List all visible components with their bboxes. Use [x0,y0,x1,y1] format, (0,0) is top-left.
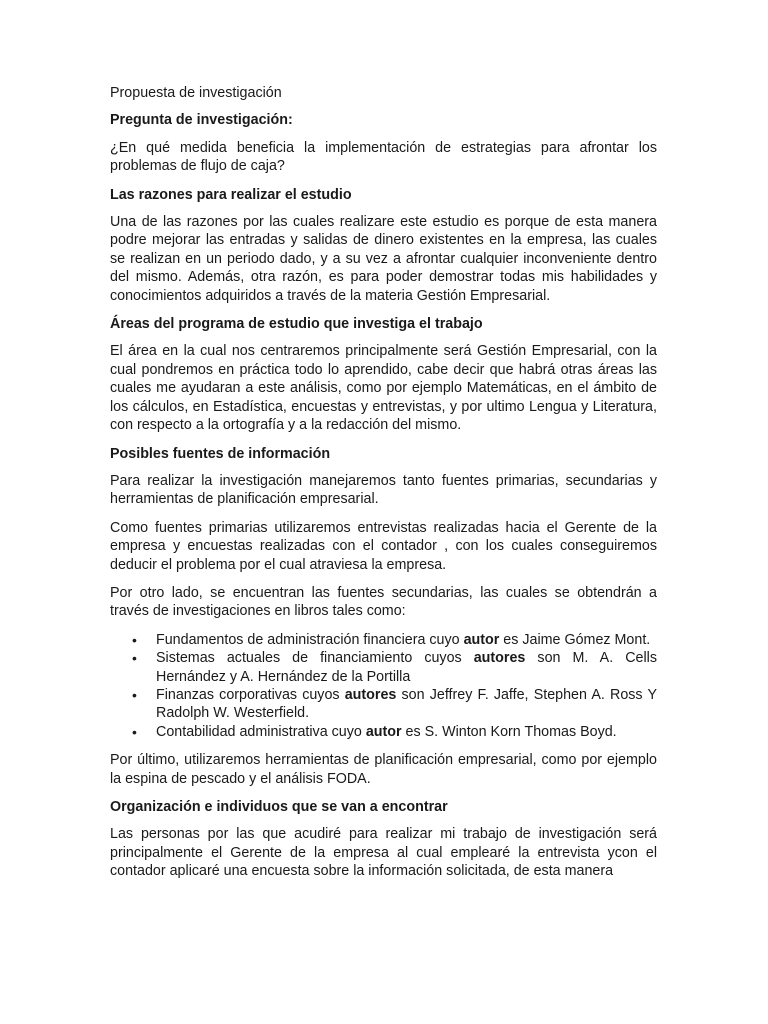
paragraph: Por otro lado, se encuentran las fuentes secundarias, las cuales se obtendrán a través de investigaciones en libros tales como: [110,584,657,620]
heading-reasons: Las razones para realizar el estudio [110,186,352,203]
list-item: • Sistemas actuales de financiamiento cuyos autores son M. A. Cells Hernández y A. Hernández de la Portilla [132,650,657,685]
paragraph: Por último, utilizaremos herramientas de planificación empresarial, como por ejemplo la espina de pescado y el análisis FODA. [110,752,657,787]
list-item: • Finanzas corporativas cuyos autores son Jeffrey F. Jaffe, Stephen A. Ross Y Radolph W. Westerfield. [132,686,658,722]
paragraph: Una de las razones por las cuales realizare este estudio es porque de esta manera podre mejorar las entradas y salidas de dinero existentes en la empresa, las cuales se realizan en un periodo dado, y a su vez a afrontar cualquier inconveniente dentro del mismo. Además, otra razón, es para poder demostrar todas mis habilidades y conocimientos adquiridos a través de la materia Gestión Empresarial. [110,214,657,304]
bullet-glyph: • [132,723,137,740]
list-item: • Fundamentos de administración financiera cuyo autor es Jaime Gómez Mont. [132,631,651,648]
paragraph: Las personas por las que acudiré para realizar mi trabajo de investigación será principalmente el Gerente de la empresa al cual emplearé la entrevista ycon el contador aplicaré una encuesta sobre la información solicitada, de esta manera [110,826,657,880]
list-item: • Contabilidad administrativa cuyo autor es S. Winton Korn Thomas Boyd. [132,723,617,740]
heading-study-areas: Áreas del programa de estudio que investiga el trabajo [110,316,483,333]
paragraph: Como fuentes primarias utilizaremos entrevistas realizadas hacia el Gerente de la empresa y encuestas realizadas con el contador , con los cuales conseguiremos deducir el problema por el cual atraviesa la empresa. [110,519,657,573]
document-body [110,84,657,891]
document-title: Propuesta de investigación [110,85,282,101]
heading-research-question: Pregunta de investigación: [110,112,293,129]
sources-list [110,631,657,741]
paragraph: Para realizar la investigación manejaremos tanto fuentes primarias, secundarias y herramientas de planificación empresarial. [110,472,657,508]
paragraph: ¿En qué medida beneficia la implementación de estrategias para afrontar los problemas de flujo de caja? [110,139,657,175]
bullet-glyph: • [132,650,137,667]
heading-organization: Organización e individuos que se van a encontrar [110,799,448,815]
bullet-glyph: • [132,686,137,703]
heading-sources: Posibles fuentes de información [110,445,331,462]
paragraph: El área en la cual nos centraremos principalmente será Gestión Empresarial, con la cual pondremos en práctica todo lo aprendido, cabe decir que habrá otras áreas las cuales me ayudaran a este análisis, como por ejemplo Matemáticas, en el ámbito de los cálculos, en Estadística, encuestas y entrevistas, y por ultimo Lengua y Literatura, con respecto a la ortografía y a la redacción del mismo. [110,343,657,434]
bullet-glyph: • [132,631,137,648]
